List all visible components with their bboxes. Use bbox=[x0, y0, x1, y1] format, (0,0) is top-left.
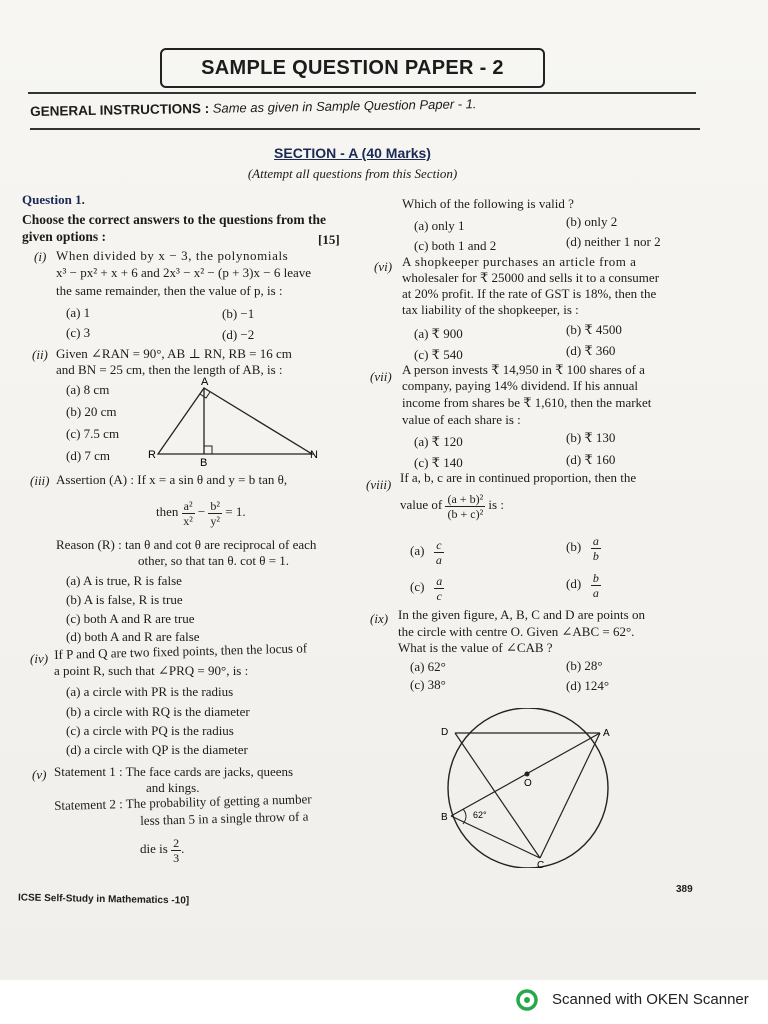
qviii-fraction-den: (b + c)² bbox=[447, 506, 484, 521]
qviii-option-a-num: c bbox=[436, 537, 442, 552]
qviii-option-c-label: (c) bbox=[410, 579, 425, 594]
qii-line-2: and BN = 25 cm, then the length of AB, is : bbox=[56, 362, 283, 377]
qix-line-1: In the given figure, A, B, C and D are points on bbox=[398, 607, 645, 622]
qviii-option-d-den: a bbox=[592, 585, 599, 600]
qviii-line-1: If a, b, c are in continued proportion, then the bbox=[400, 470, 637, 485]
circle-figure bbox=[425, 708, 630, 868]
question-1-instruction-2: given options : bbox=[22, 229, 107, 244]
qviii-option-a-den: a bbox=[435, 552, 442, 567]
qviii-fraction-num: (a + b)² bbox=[447, 491, 484, 506]
circle-label-d: D bbox=[441, 727, 449, 738]
general-instructions-text: Same as given in Sample Question Paper - 1. bbox=[212, 96, 477, 116]
right-triangle-figure bbox=[140, 372, 340, 468]
qiii-fraction-2 bbox=[208, 499, 222, 528]
qviii-option-a bbox=[410, 535, 444, 567]
qv-statement-1b: and kings. bbox=[146, 780, 200, 795]
question-1-instruction: Choose the correct answers to the questions from the bbox=[22, 212, 326, 227]
scanner-watermark: Scanned with OKEN Scanner bbox=[552, 991, 749, 1008]
qv-fraction-den: 3 bbox=[173, 850, 180, 865]
qviii-expression bbox=[400, 489, 504, 521]
qvii-number: (vii) bbox=[370, 369, 392, 384]
qvi-option-b: (b) ₹ 4500 bbox=[566, 322, 622, 337]
qviii-value-of: value of bbox=[400, 497, 443, 512]
qiv-option-b: (b) a circle with RQ is the diameter bbox=[66, 704, 250, 719]
qiv-line-2: a point R, such that ∠PRQ = 90°, is : bbox=[54, 663, 249, 678]
triangle-label-n: N bbox=[310, 449, 318, 461]
qiii-fraction-2-den: y² bbox=[210, 513, 221, 528]
section-subtitle: (Attempt all questions from this Section) bbox=[247, 166, 458, 181]
qi-option-a: (a) 1 bbox=[66, 305, 91, 320]
qiv-number: (iv) bbox=[30, 651, 49, 666]
book-footer: ICSE Self-Study in Mathematics -10] bbox=[17, 892, 190, 907]
qix-option-b: (b) 28° bbox=[566, 658, 603, 673]
qix-option-c: (c) 38° bbox=[410, 677, 446, 692]
qviii-fraction bbox=[445, 492, 485, 521]
qv-statement-2b: less than 5 in a single throw of a bbox=[140, 808, 309, 828]
general-instructions-label: GENERAL INSTRUCTIONS : bbox=[30, 100, 210, 119]
qiii-equation bbox=[156, 496, 246, 528]
qv-option-a: (a) only 1 bbox=[414, 218, 465, 233]
qv-die-line: die is $\frac{2}{3}$ . bbox=[140, 835, 185, 865]
qviii-option-c bbox=[410, 571, 444, 603]
qii-option-d: (d) 7 cm bbox=[66, 448, 111, 463]
qvii-option-c: (c) ₹ 140 bbox=[414, 455, 463, 470]
triangle-label-r: R bbox=[148, 449, 156, 461]
qiv-option-c: (c) a circle with PQ is the radius bbox=[66, 723, 234, 738]
qv-die-text: die is bbox=[140, 841, 168, 856]
qvi-line-2: wholesaler for ₹ 25000 and sells it to a consumer bbox=[402, 270, 660, 285]
qvii-option-a: (a) ₹ 120 bbox=[414, 434, 463, 449]
qiii-fraction-2-num: b² bbox=[210, 498, 221, 513]
circle-angle-label: 62° bbox=[473, 810, 487, 820]
qviii-option-a-fraction bbox=[434, 538, 443, 567]
qiv-option-d: (d) a circle with QP is the diameter bbox=[66, 742, 248, 757]
qi-line-2: x³ − px² + x + 6 and 2x³ − x² − (p + 3)x − 6 leave bbox=[56, 265, 312, 280]
qv-option-d: (d) neither 1 nor 2 bbox=[566, 234, 661, 249]
qvii-line-3: income from shares be ₹ 1,610, then the market bbox=[402, 395, 652, 410]
qviii-option-d-fraction bbox=[591, 571, 601, 600]
qviii-option-b-num: a bbox=[592, 533, 599, 548]
qix-option-a: (a) 62° bbox=[410, 659, 446, 674]
qviii-option-c-num: a bbox=[436, 573, 443, 588]
qix-line-2: the circle with centre O. Given ∠ABC = 62°. bbox=[398, 624, 635, 639]
qiii-fraction-1-num: a² bbox=[183, 498, 193, 513]
qv-number: (v) bbox=[32, 767, 47, 782]
qviii-option-d bbox=[566, 568, 601, 600]
circle-label-a: A bbox=[603, 728, 610, 739]
qviii-option-b-den: b bbox=[592, 548, 599, 563]
qvii-line-4: value of each share is : bbox=[402, 412, 521, 427]
qvi-option-a: (a) ₹ 900 bbox=[414, 326, 463, 341]
qviii-is: is : bbox=[488, 497, 504, 512]
circle-label-o: O bbox=[524, 778, 532, 789]
qiii-option-a: (a) A is true, R is false bbox=[66, 573, 182, 588]
qviii-number: (viii) bbox=[366, 477, 392, 492]
qix-line-3: What is the value of ∠CAB ? bbox=[398, 640, 553, 655]
qv-statement-2: Statement 2 : The probability of getting a number bbox=[54, 791, 312, 813]
qii-option-c: (c) 7.5 cm bbox=[66, 426, 120, 441]
qvi-option-d: (d) ₹ 360 bbox=[566, 343, 616, 358]
qvi-number: (vi) bbox=[374, 259, 393, 274]
qviii-option-b-label: (b) bbox=[566, 539, 582, 554]
qiv-option-a: (a) a circle with PR is the radius bbox=[66, 684, 234, 699]
qii-option-b: (b) 20 cm bbox=[66, 404, 117, 419]
qviii-option-b-fraction bbox=[591, 534, 601, 563]
qviii-option-c-den: c bbox=[436, 588, 442, 603]
qvii-line-2: company, paying 14% dividend. If his annual bbox=[402, 378, 638, 393]
qi-number: (i) bbox=[34, 249, 47, 264]
qvii-option-d: (d) ₹ 160 bbox=[566, 452, 616, 467]
qvi-line-1: A shopkeeper purchases an article from a bbox=[402, 254, 637, 269]
qv-statement-1: Statement 1 : The face cards are jacks, queens bbox=[54, 764, 294, 779]
qiv-line-1: If P and Q are two fixed points, then the locus of bbox=[54, 640, 308, 662]
qiii-option-c: (c) both A and R are true bbox=[66, 611, 195, 626]
question-1-label: Question 1. bbox=[22, 192, 85, 207]
qix-option-d: (d) 124° bbox=[566, 678, 610, 693]
qv-option-b: (b) only 2 bbox=[566, 214, 618, 229]
section-title: SECTION - A (40 Marks) bbox=[274, 145, 431, 161]
qvi-line-3: at 20% profit. If the rate of GST is 18%, then the bbox=[402, 286, 657, 301]
qv-fraction-num: 2 bbox=[173, 835, 180, 850]
qvi-line-4: tax liability of the shopkeeper, is : bbox=[402, 302, 579, 317]
qviii-option-d-num: b bbox=[592, 570, 599, 585]
oken-scanner-icon bbox=[516, 989, 538, 1011]
qi-option-d: (d) −2 bbox=[222, 327, 255, 342]
qviii-option-a-label: (a) bbox=[410, 543, 425, 558]
instructions-rule bbox=[30, 128, 700, 130]
general-instructions bbox=[30, 92, 730, 119]
qii-number: (ii) bbox=[32, 347, 48, 362]
qvii-option-b: (b) ₹ 130 bbox=[566, 430, 616, 445]
qi-line-1: When divided by x − 3, the polynomials bbox=[56, 248, 289, 263]
qiii-then: then bbox=[156, 504, 179, 519]
paper-title: SAMPLE QUESTION PAPER - 2 bbox=[160, 48, 545, 88]
qi-line-3: the same remainder, then the value of p, is : bbox=[56, 283, 283, 298]
qi-option-c: (c) 3 bbox=[66, 325, 91, 340]
page-number: 389 bbox=[676, 884, 693, 895]
qvi-option-c: (c) ₹ 540 bbox=[414, 347, 463, 362]
qv-option-c: (c) both 1 and 2 bbox=[414, 238, 497, 253]
question-1-marks: [15] bbox=[318, 232, 340, 247]
qvii-line-1: A person invests ₹ 14,950 in ₹ 100 shares of a bbox=[402, 362, 645, 377]
circle-label-c: C bbox=[537, 860, 545, 868]
qiii-assertion: Assertion (A) : If x = a sin θ and y = b tan θ, bbox=[56, 472, 288, 487]
qii-option-a: (a) 8 cm bbox=[66, 382, 110, 397]
qviii-option-b bbox=[566, 531, 601, 563]
qi-option-b: (b) −1 bbox=[222, 306, 255, 321]
triangle-label-b: B bbox=[200, 457, 208, 468]
qiii-reason-2: other, so that tan θ. cot θ = 1. bbox=[138, 553, 290, 568]
qiii-number: (iii) bbox=[30, 473, 50, 488]
qix-number: (ix) bbox=[370, 611, 389, 626]
qviii-option-d-label: (d) bbox=[566, 576, 582, 591]
qviii-option-c-fraction bbox=[434, 574, 444, 603]
qiii-option-d: (d) both A and R are false bbox=[66, 629, 200, 644]
triangle-label-a: A bbox=[201, 376, 209, 388]
qii-line-1: Given ∠RAN = 90°, AB ⊥ RN, RB = 16 cm bbox=[56, 346, 292, 361]
qv-fraction bbox=[171, 836, 181, 865]
qv-options-heading: Which of the following is valid ? bbox=[402, 196, 574, 211]
qiii-minus: − bbox=[197, 504, 206, 519]
qiii-fraction-1-den: x² bbox=[183, 513, 193, 528]
qiii-option-b: (b) A is false, R is true bbox=[66, 592, 183, 607]
qiii-equals: = 1. bbox=[225, 504, 246, 519]
qiii-fraction-1 bbox=[182, 499, 195, 528]
qiii-reason-1: Reason (R) : tan θ and cot θ are reciprocal of each bbox=[56, 537, 317, 552]
circle-label-b: B bbox=[441, 812, 448, 823]
